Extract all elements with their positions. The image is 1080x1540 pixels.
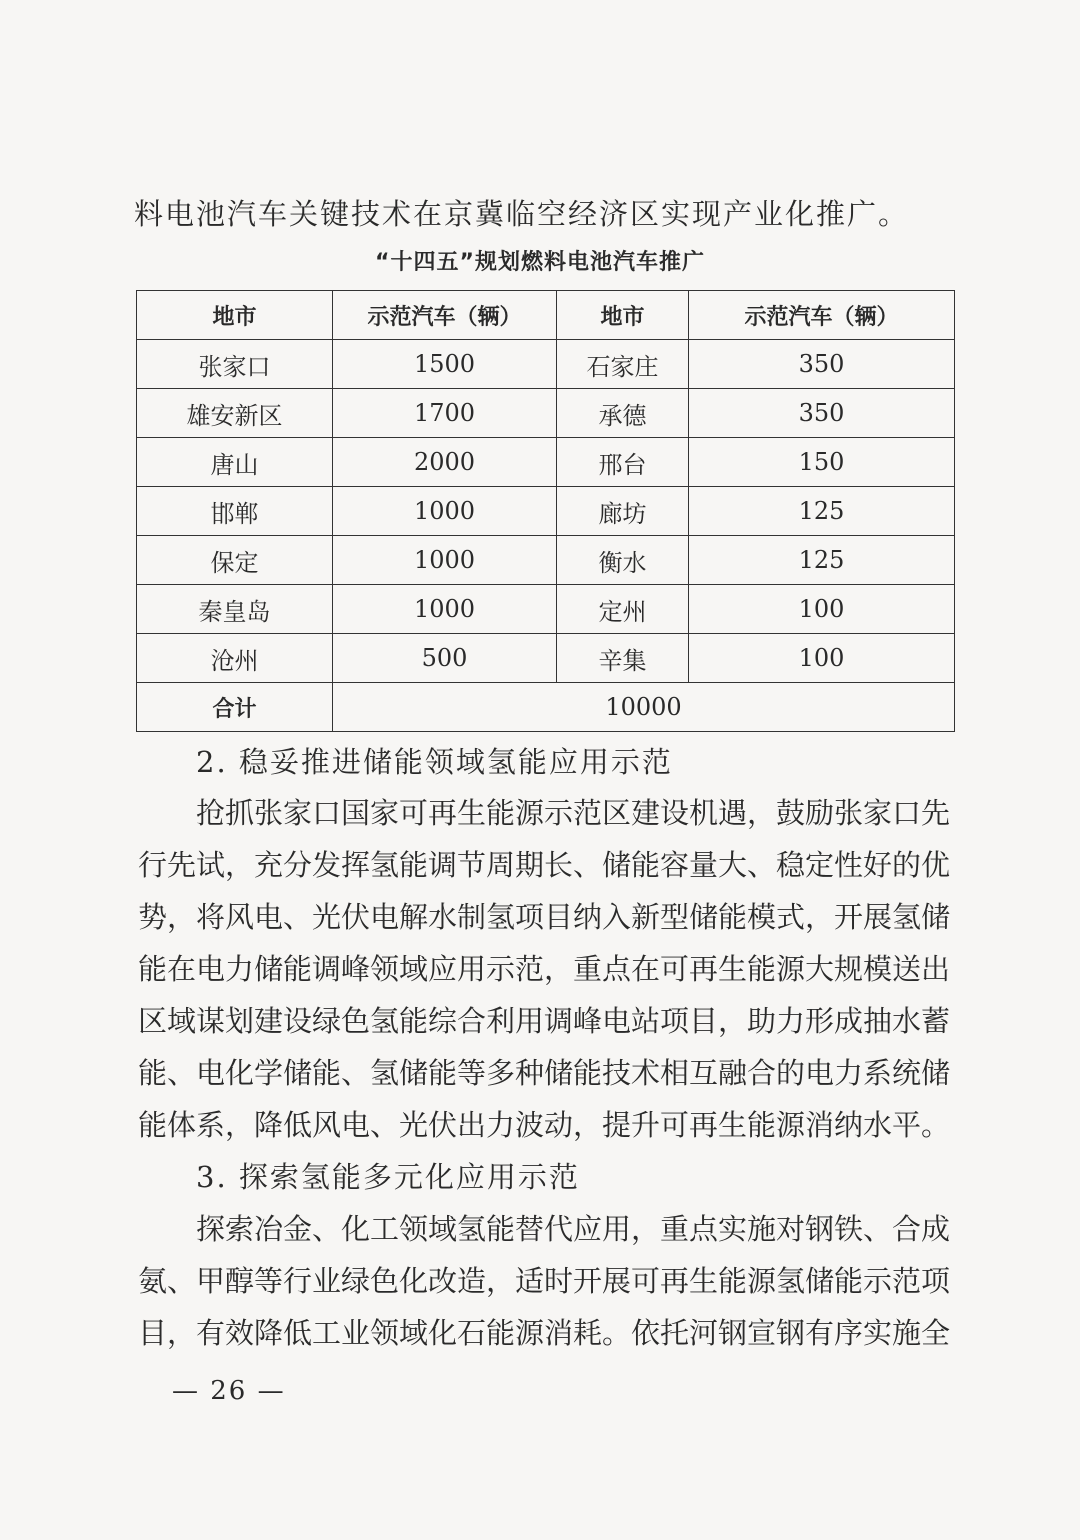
section2-line: 能体系，降低风电、光伏出力波动，提升可再生能源消纳水平。 (138, 1108, 951, 1142)
cell-count: 1000 (333, 585, 557, 634)
section2-line: 能、电化学储能、氢储能等多种储能技术相互融合的电力系统储 (138, 1056, 951, 1090)
table-header-row (137, 291, 955, 340)
table-total-row (137, 683, 955, 732)
cell-count: 125 (689, 536, 955, 585)
cell-city: 邢台 (557, 438, 689, 487)
table-row (137, 487, 955, 536)
total-value: 10000 (333, 683, 955, 732)
cell-count: 125 (689, 487, 955, 536)
section3-line: 目，有效降低工业领域化石能源消耗。依托河钢宣钢有序实施全 (138, 1316, 951, 1350)
cell-city: 承德 (557, 389, 689, 438)
cell-city: 石家庄 (557, 340, 689, 389)
table-row (137, 634, 955, 683)
cell-city: 沧州 (137, 634, 333, 683)
header-city-2: 地市 (557, 291, 689, 340)
table-row (137, 438, 955, 487)
cell-count: 100 (689, 634, 955, 683)
table-row (137, 536, 955, 585)
cell-count: 350 (689, 340, 955, 389)
section2-line: 区域谋划建设绿色氢能综合利用调峰电站项目，助力形成抽水蓄 (138, 1004, 951, 1038)
section2-line: 抢抓张家口国家可再生能源示范区建设机遇，鼓励张家口先 (196, 796, 951, 830)
table-row (137, 340, 955, 389)
header-vehicles-1: 示范汽车（辆） (333, 291, 557, 340)
cell-city: 唐山 (137, 438, 333, 487)
cell-count: 350 (689, 389, 955, 438)
cell-count: 100 (689, 585, 955, 634)
cell-count: 1500 (333, 340, 557, 389)
section2-heading: 2. 稳妥推进储能领域氢能应用示范 (196, 745, 673, 779)
section2-line: 势，将风电、光伏电解水制氢项目纳入新型储能模式，开展氢储 (138, 900, 951, 934)
cell-city: 雄安新区 (137, 389, 333, 438)
vehicle-table (136, 290, 955, 732)
section3-line: 探索冶金、化工领域氢能替代应用，重点实施对钢铁、合成 (196, 1212, 951, 1246)
cell-count: 2000 (333, 438, 557, 487)
cell-city: 保定 (137, 536, 333, 585)
section3-line: 氨、甲醇等行业绿色化改造，适时开展可再生能源氢储能示范项 (138, 1264, 951, 1298)
cell-city: 辛集 (557, 634, 689, 683)
cell-count: 500 (333, 634, 557, 683)
total-label: 合计 (137, 683, 333, 732)
header-vehicles-2: 示范汽车（辆） (689, 291, 955, 340)
cell-city: 秦皇岛 (137, 585, 333, 634)
page-number: — 26 — (172, 1376, 286, 1406)
cell-city: 廊坊 (557, 487, 689, 536)
cell-count: 1000 (333, 536, 557, 585)
cell-count: 1700 (333, 389, 557, 438)
section2-line: 能在电力储能调峰领域应用示范，重点在可再生能源大规模送出 (138, 952, 951, 986)
cell-count: 150 (689, 438, 955, 487)
table-row (137, 585, 955, 634)
section2-line: 行先试，充分发挥氢能调节周期长、储能容量大、稳定性好的优 (138, 848, 951, 882)
cell-city: 定州 (557, 585, 689, 634)
cell-city: 邯郸 (137, 487, 333, 536)
table-row (137, 389, 955, 438)
header-city-1: 地市 (137, 291, 333, 340)
cell-count: 1000 (333, 487, 557, 536)
table-caption: “十四五”规划燃料电池汽车推广 (375, 250, 705, 275)
cell-city: 衡水 (557, 536, 689, 585)
section3-heading: 3. 探索氢能多元化应用示范 (196, 1160, 580, 1194)
cell-city: 张家口 (137, 340, 333, 389)
intro-line: 料电池汽车关键技术在京冀临空经济区实现产业化推广。 (134, 197, 910, 231)
